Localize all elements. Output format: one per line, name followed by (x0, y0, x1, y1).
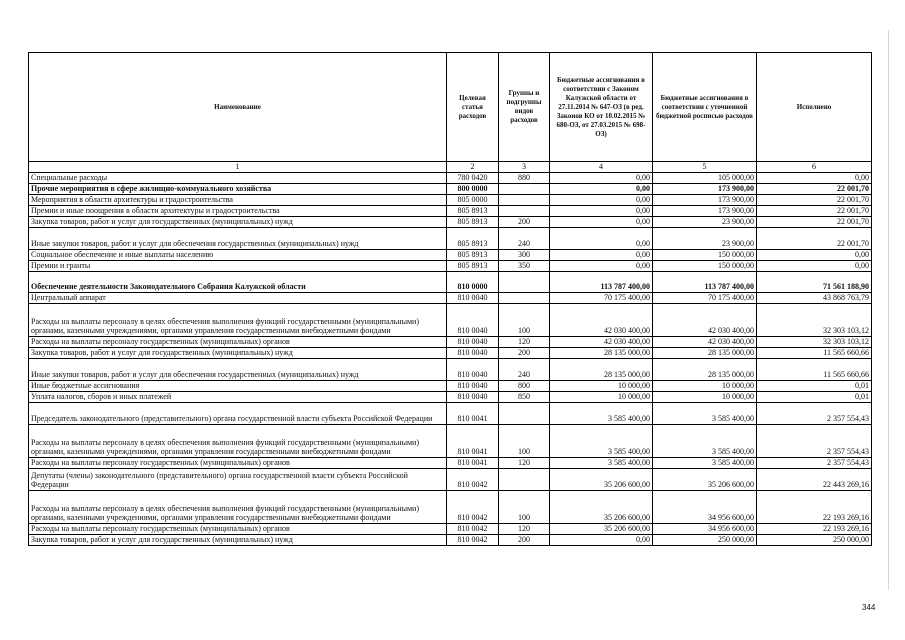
row-budget-refined: 173 900,00 (653, 194, 757, 205)
row-budget-law: 0,00 (550, 194, 653, 205)
row-group: 850 (499, 391, 550, 402)
row-budget-refined: 3 585 400,00 (653, 457, 757, 468)
row-group: 120 (499, 457, 550, 468)
table-row (29, 523, 872, 534)
row-executed: 11 565 660,66 (757, 347, 872, 358)
row-budget-refined: 250 000,00 (653, 534, 757, 545)
row-target-code: 805 8913 (447, 205, 499, 216)
row-budget-law: 35 206 600,00 (550, 490, 653, 523)
column-number: 3 (499, 162, 550, 173)
row-executed: 43 868 763,79 (757, 292, 872, 303)
table-row (29, 292, 872, 303)
column-number: 4 (550, 162, 653, 173)
row-executed: 250 000,00 (757, 534, 872, 545)
row-executed: 2 357 554,43 (757, 457, 872, 468)
row-target-code: 805 8913 (447, 249, 499, 260)
row-executed: 0,00 (757, 260, 872, 271)
header-expense-groups: Группы и подгруппы видов расходов (499, 53, 550, 162)
row-executed: 11 565 660,66 (757, 358, 872, 380)
row-target-code: 805 0000 (447, 194, 499, 205)
row-group (499, 205, 550, 216)
header-budget-refined: Бюджетные ассигнования в соответствии с уточненной бюджетной росписью расходов (653, 53, 757, 162)
table-row (29, 205, 872, 216)
row-executed: 0,00 (757, 249, 872, 260)
row-budget-refined: 35 206 600,00 (653, 468, 757, 490)
row-executed: 32 303 103,12 (757, 336, 872, 347)
row-name: Расходы на выплаты персоналу государственных (муниципальных) органов (29, 336, 447, 347)
table-row (29, 402, 872, 424)
row-executed: 22 001,70 (757, 227, 872, 249)
row-group: 100 (499, 303, 550, 336)
row-executed: 22 001,70 (757, 194, 872, 205)
row-budget-refined: 10 000,00 (653, 391, 757, 402)
row-name: Расходы на выплаты персоналу в целях обеспечения выполнения функций государственными (муниципальными) органами, казенными учреждениями, органами управления государственными внебюджетными фондами (29, 424, 447, 457)
row-name: Иные закупки товаров, работ и услуг для обеспечения государственных (муниципальных) нужд (29, 227, 447, 249)
table-row (29, 468, 872, 490)
table-row (29, 260, 872, 271)
row-budget-refined: 23 900,00 (653, 227, 757, 249)
row-budget-law: 42 030 400,00 (550, 303, 653, 336)
header-executed: Исполнено (757, 53, 872, 162)
table-row (29, 358, 872, 380)
column-number: 2 (447, 162, 499, 173)
row-name: Мероприятия в области архитектуры и градостроительства (29, 194, 447, 205)
row-group (499, 468, 550, 490)
table-row (29, 534, 872, 545)
row-budget-refined: 28 135 000,00 (653, 358, 757, 380)
row-budget-refined: 150 000,00 (653, 249, 757, 260)
row-budget-refined: 34 956 600,00 (653, 523, 757, 534)
row-group (499, 271, 550, 292)
row-name: Закупка товаров, работ и услуг для государственных (муниципальных) нужд (29, 534, 447, 545)
table-row (29, 457, 872, 468)
row-name: Закупка товаров, работ и услуг для государственных (муниципальных) нужд (29, 347, 447, 358)
row-budget-refined: 3 585 400,00 (653, 424, 757, 457)
table-row (29, 183, 872, 194)
header-name: Наименование (29, 53, 447, 162)
row-budget-law: 70 175 400,00 (550, 292, 653, 303)
table-row (29, 303, 872, 336)
row-group: 300 (499, 249, 550, 260)
column-number: 5 (653, 162, 757, 173)
row-name: Прочие мероприятия в сфере жилищно-коммунального хозяйства (29, 183, 447, 194)
row-group: 200 (499, 534, 550, 545)
row-name: Расходы на выплаты персоналу государственных (муниципальных) органов (29, 523, 447, 534)
row-executed: 22 001,70 (757, 183, 872, 194)
row-target-code: 810 0042 (447, 468, 499, 490)
row-target-code: 810 0040 (447, 336, 499, 347)
row-budget-law: 0,00 (550, 534, 653, 545)
row-budget-refined: 34 956 600,00 (653, 490, 757, 523)
budget-execution-table (28, 52, 872, 546)
row-name: Центральный аппарат (29, 292, 447, 303)
column-number: 1 (29, 162, 447, 173)
row-budget-law: 28 135 000,00 (550, 358, 653, 380)
row-executed: 0,00 (757, 172, 872, 183)
row-name: Иные бюджетные ассигнования (29, 380, 447, 391)
row-group: 200 (499, 216, 550, 227)
table-header-row (29, 53, 872, 162)
row-budget-law: 0,00 (550, 216, 653, 227)
row-budget-refined: 3 585 400,00 (653, 402, 757, 424)
row-name: Специальные расходы (29, 172, 447, 183)
row-name: Уплата налогов, сборов и иных платежей (29, 391, 447, 402)
row-name: Премии и гранты (29, 260, 447, 271)
row-executed: 2 357 554,43 (757, 424, 872, 457)
column-number-row (29, 162, 872, 173)
row-budget-law: 10 000,00 (550, 391, 653, 402)
row-budget-law: 35 206 600,00 (550, 468, 653, 490)
row-target-code: 810 0040 (447, 380, 499, 391)
row-target-code: 810 0000 (447, 271, 499, 292)
row-group: 350 (499, 260, 550, 271)
row-target-code: 805 8913 (447, 216, 499, 227)
row-name: Расходы на выплаты персоналу в целях обеспечения выполнения функций государственными (муниципальными) органами, казенными учреждениями, органами управления государственными внебюджетными фондами (29, 490, 447, 523)
row-name: Обеспечение деятельности Законодательного Собрания Калужской области (29, 271, 447, 292)
row-target-code: 810 0040 (447, 303, 499, 336)
row-executed: 0,01 (757, 391, 872, 402)
row-group: 880 (499, 172, 550, 183)
row-group: 200 (499, 347, 550, 358)
row-budget-refined: 173 900,00 (653, 183, 757, 194)
row-budget-refined: 10 000,00 (653, 380, 757, 391)
row-budget-refined: 105 000,00 (653, 172, 757, 183)
page-number: 344 (862, 603, 876, 612)
row-budget-law: 35 206 600,00 (550, 523, 653, 534)
header-target-article: Целевая статья расходов (447, 53, 499, 162)
row-budget-law: 113 787 400,00 (550, 271, 653, 292)
table-row (29, 249, 872, 260)
row-budget-law: 0,00 (550, 260, 653, 271)
table-row (29, 380, 872, 391)
header-budget-law: Бюджетные ассигнования в соответствии с Законом Калужской области от 27.11.2014 № 647-ОЗ (в ред. Законов КО от 10.02.2015 № 680-ОЗ, от 27.03.2015 № 698-ОЗ) (550, 53, 653, 162)
row-budget-refined: 70 175 400,00 (653, 292, 757, 303)
row-budget-law: 0,00 (550, 227, 653, 249)
row-name: Иные закупки товаров, работ и услуг для обеспечения государственных (муниципальных) нужд (29, 358, 447, 380)
row-executed: 22 001,70 (757, 205, 872, 216)
table-row (29, 391, 872, 402)
row-group (499, 292, 550, 303)
row-group: 800 (499, 380, 550, 391)
row-target-code: 800 0000 (447, 183, 499, 194)
row-target-code: 805 8913 (447, 227, 499, 249)
table-row (29, 194, 872, 205)
row-target-code: 810 0042 (447, 523, 499, 534)
row-name: Премии и иные поощрения в области архитектуры и градостроительства (29, 205, 447, 216)
table-row (29, 424, 872, 457)
row-target-code: 810 0040 (447, 358, 499, 380)
table-row (29, 336, 872, 347)
row-budget-law: 0,00 (550, 205, 653, 216)
row-target-code: 810 0041 (447, 424, 499, 457)
row-executed: 2 357 554,43 (757, 402, 872, 424)
table-row (29, 172, 872, 183)
row-name: Расходы на выплаты персоналу государственных (муниципальных) органов (29, 457, 447, 468)
row-target-code: 805 8913 (447, 260, 499, 271)
row-executed: 32 303 103,12 (757, 303, 872, 336)
row-executed: 22 443 269,16 (757, 468, 872, 490)
row-target-code: 780 0420 (447, 172, 499, 183)
row-budget-law: 10 000,00 (550, 380, 653, 391)
row-target-code: 810 0040 (447, 292, 499, 303)
row-target-code: 810 0041 (447, 402, 499, 424)
row-budget-refined: 173 900,00 (653, 205, 757, 216)
row-group: 100 (499, 424, 550, 457)
row-name: Председатель законодательного (представительного) органа государственной власти субъекта Российской Федерации (29, 402, 447, 424)
row-budget-law: 3 585 400,00 (550, 457, 653, 468)
row-budget-refined: 42 030 400,00 (653, 303, 757, 336)
row-name: Социальное обеспечение и иные выплаты населению (29, 249, 447, 260)
row-group (499, 194, 550, 205)
row-budget-law: 3 585 400,00 (550, 402, 653, 424)
row-budget-law: 0,00 (550, 172, 653, 183)
column-number: 6 (757, 162, 872, 173)
row-executed: 22 193 269,16 (757, 490, 872, 523)
row-budget-law: 28 135 000,00 (550, 347, 653, 358)
row-name: Депутаты (члены) законодательного (представительного) органа государственной власти субъекта Российской Федерации (29, 468, 447, 490)
row-budget-refined: 23 900,00 (653, 216, 757, 227)
row-group: 240 (499, 358, 550, 380)
table-row (29, 271, 872, 292)
row-group: 240 (499, 227, 550, 249)
row-executed: 0,01 (757, 380, 872, 391)
row-group (499, 402, 550, 424)
row-budget-refined: 150 000,00 (653, 260, 757, 271)
row-executed: 22 001,70 (757, 216, 872, 227)
row-budget-law: 0,00 (550, 183, 653, 194)
scan-edge-mark (888, 30, 889, 590)
row-executed: 22 193 269,16 (757, 523, 872, 534)
row-budget-law: 0,00 (550, 249, 653, 260)
row-group: 120 (499, 336, 550, 347)
row-name: Расходы на выплаты персоналу в целях обеспечения выполнения функций государственными (муниципальными) органами, казенными учреждениями, органами управления государственными внебюджетными фондами (29, 303, 447, 336)
row-executed: 71 561 188,90 (757, 271, 872, 292)
row-budget-refined: 42 030 400,00 (653, 336, 757, 347)
row-budget-law: 3 585 400,00 (550, 424, 653, 457)
row-budget-refined: 113 787 400,00 (653, 271, 757, 292)
row-group: 100 (499, 490, 550, 523)
row-target-code: 810 0042 (447, 490, 499, 523)
table-row (29, 347, 872, 358)
row-group (499, 183, 550, 194)
row-target-code: 810 0040 (447, 347, 499, 358)
table-row (29, 227, 872, 249)
row-target-code: 810 0040 (447, 391, 499, 402)
table-row (29, 490, 872, 523)
row-target-code: 810 0042 (447, 534, 499, 545)
table-row (29, 216, 872, 227)
row-group: 120 (499, 523, 550, 534)
row-name: Закупка товаров, работ и услуг для государственных (муниципальных) нужд (29, 216, 447, 227)
row-budget-law: 42 030 400,00 (550, 336, 653, 347)
row-target-code: 810 0041 (447, 457, 499, 468)
row-budget-refined: 28 135 000,00 (653, 347, 757, 358)
